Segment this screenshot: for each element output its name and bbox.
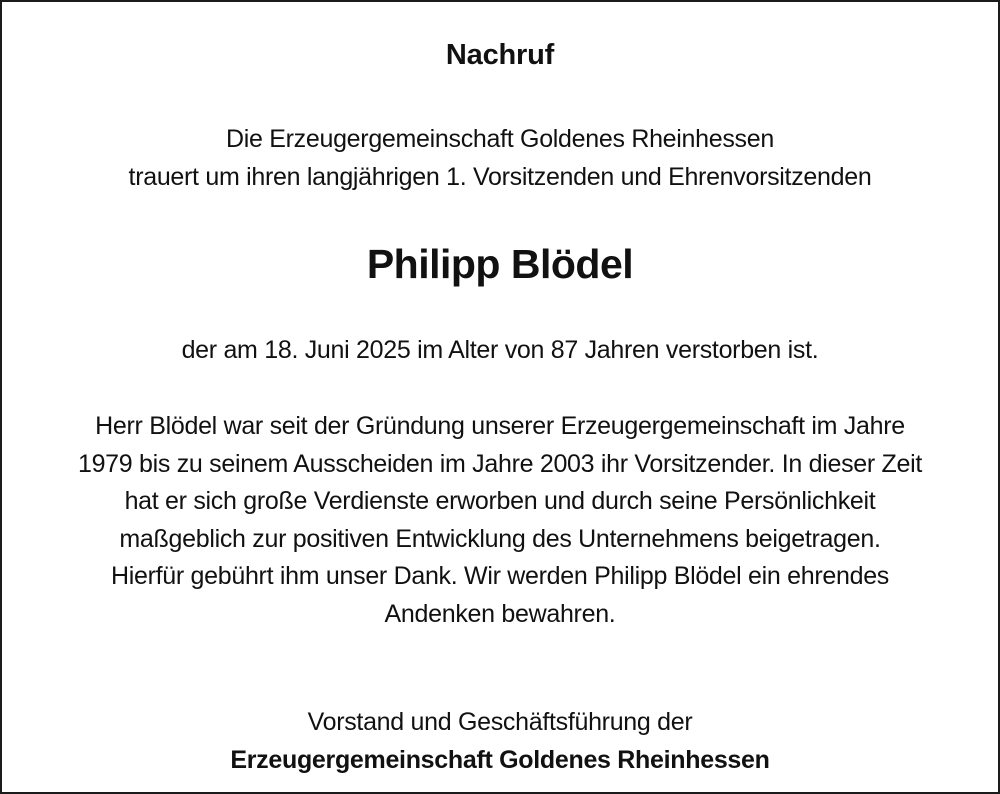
death-date-line: der am 18. Juni 2025 im Alter von 87 Jahren verstorben ist. [181, 336, 819, 364]
tribute-line: hat er sich große Verdienste erworben und durch seine Persönlichkeit [124, 487, 876, 515]
tribute-line: Herr Blödel war seit der Gründung unserer Erzeugergemeinschaft im Jahre [95, 412, 905, 440]
tribute-line: 1979 bis zu seinem Ausscheiden im Jahre 2003 ihr Vorsitzender. In dieser Zeit [77, 449, 923, 478]
signoff-organization: Erzeugergemeinschaft Goldenes Rheinhessen [230, 746, 770, 774]
intro-line-1: Die Erzeugergemeinschaft Goldenes Rheinhessen [226, 125, 774, 153]
intro-line-2: trauert um ihren langjährigen 1. Vorsitzenden und Ehrenvorsitzenden [128, 163, 872, 191]
tribute-line: maßgeblich zur positiven Entwicklung des Unternehmens beigetragen. [119, 524, 881, 553]
signoff-block [2, 703, 998, 779]
deceased-name: Philipp Blödel [366, 241, 634, 287]
tribute-line: Andenken bewahren. [384, 599, 616, 628]
intro-text [2, 120, 998, 196]
tribute-line: Hierfür gebührt ihm unser Dank. Wir werden Philipp Blödel ein ehrendes [110, 562, 889, 590]
tribute-paragraph [2, 408, 998, 633]
signoff-role-line: Vorstand und Geschäftsführung der [307, 708, 693, 736]
obituary-title: Nachruf [445, 39, 555, 71]
